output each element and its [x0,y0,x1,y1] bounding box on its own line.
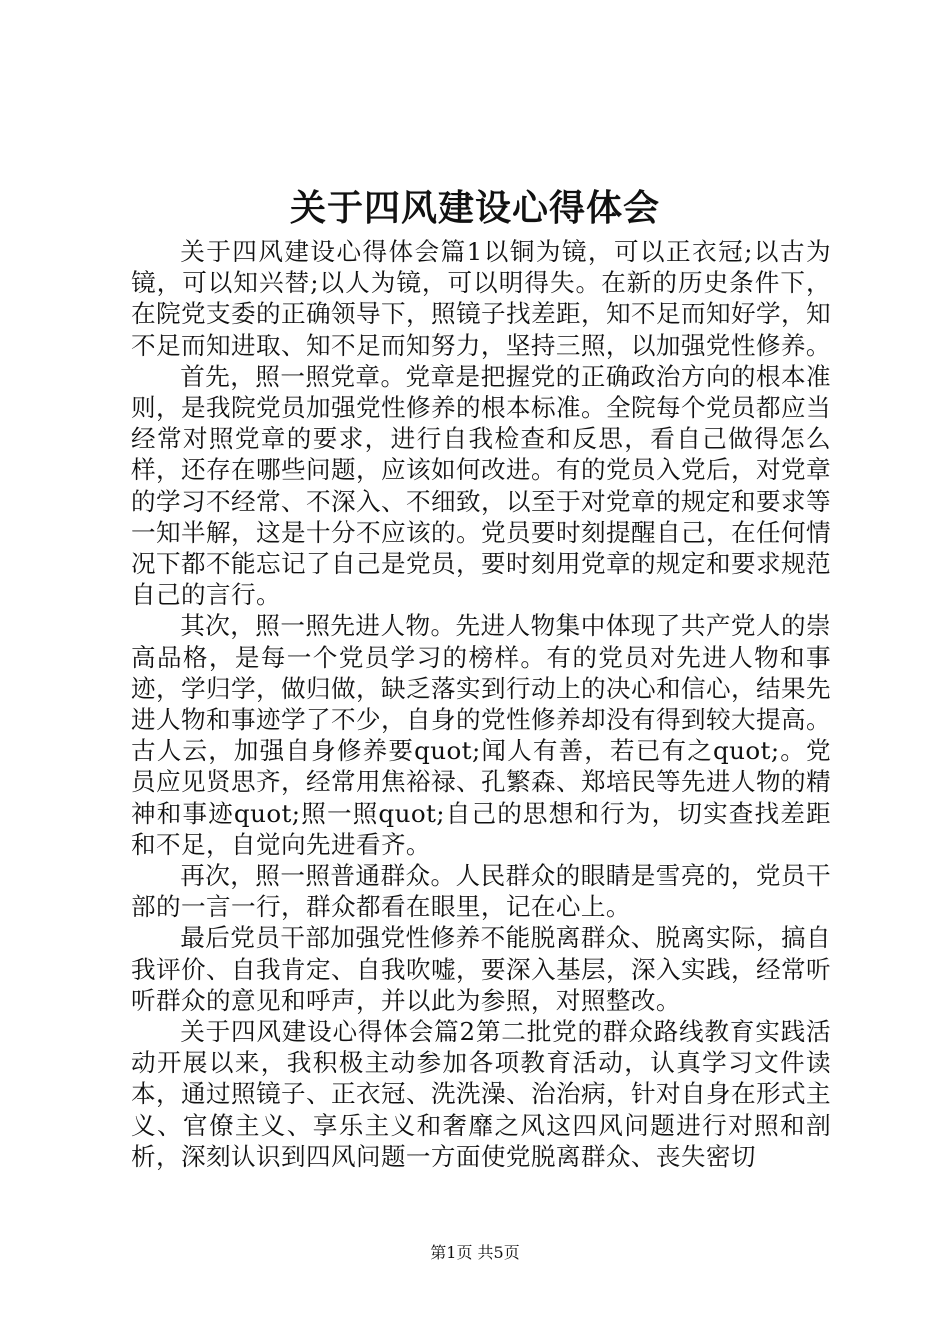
paragraph: 最后党员干部加强党性修养不能脱离群众、脱离实际，搞自我评价、自我肯定、自我吹嘘，要深入基层，深入实践，经常听听群众的意见和呼声，并以此为参照，对照整改。 [131,923,831,1015]
paragraph: 其次，照一照先进人物。先进人物集中体现了共产党人的崇高品格，是每一个党员学习的榜样。有的党员对先进人物和事迹，学归学，做归做，缺乏落实到行动上的决心和信心，结果先进人物和事迹学了不少，自身的党性修养却没有得到较大提高。古人云，加强自身修养要quot;闻人有善，若已有之quot;。党员应见贤思齐，经常用焦裕禄、孔繁森、郑培民等先进人物的精神和事迹quot;照一照quot;自己的思想和行为，切实查找差距和不足，自觉向先进看齐。 [131,611,831,859]
paragraph: 关于四风建设心得体会篇1以铜为镜，可以正衣冠;以古为镜，可以知兴替;以人为镜，可以明得失。在新的历史条件下，在院党支委的正确领导下，照镜子找差距，知不足而知好学，知不足而知进取、知不足而知努力，坚持三照，以加强党性修养。 [131,237,831,360]
paragraph: 再次，照一照普通群众。人民群众的眼睛是雪亮的，党员干部的一言一行，群众都看在眼里，记在心上。 [131,861,831,922]
paragraph: 关于四风建设心得体会篇2第二批党的群众路线教育实践活动开展以来，我积极主动参加各项教育活动，认真学习文件读本，通过照镜子、正衣冠、洗洗澡、治治病，针对自身在形式主义、官僚主义、享乐主义和奢靡之风这四风问题进行对照和剖析，深刻认识到四风问题一方面使党脱离群众、丧失密切 [131,1017,831,1171]
document-title: 关于四风建设心得体会 [289,187,660,229]
paragraph: 首先，照一照党章。党章是把握党的正确政治方向的根本准则，是我院党员加强党性修养的根本标准。全院每个党员都应当经常对照党章的要求，进行自我检查和反思，看自己做得怎么样，还存在哪些问题，应该如何改进。有的党员入党后，对党章的学习不经常、不深入、不细致，以至于对党章的规定和要求等一知半解，这是十分不应该的。党员要时刻提醒自己，在任何情况下都不能忘记了自己是党员，要时刻用党章的规定和要求规范自己的言行。 [131,361,831,610]
document-body [131,236,831,1172]
page-number-footer: 第1页 共5页 [430,1243,520,1262]
